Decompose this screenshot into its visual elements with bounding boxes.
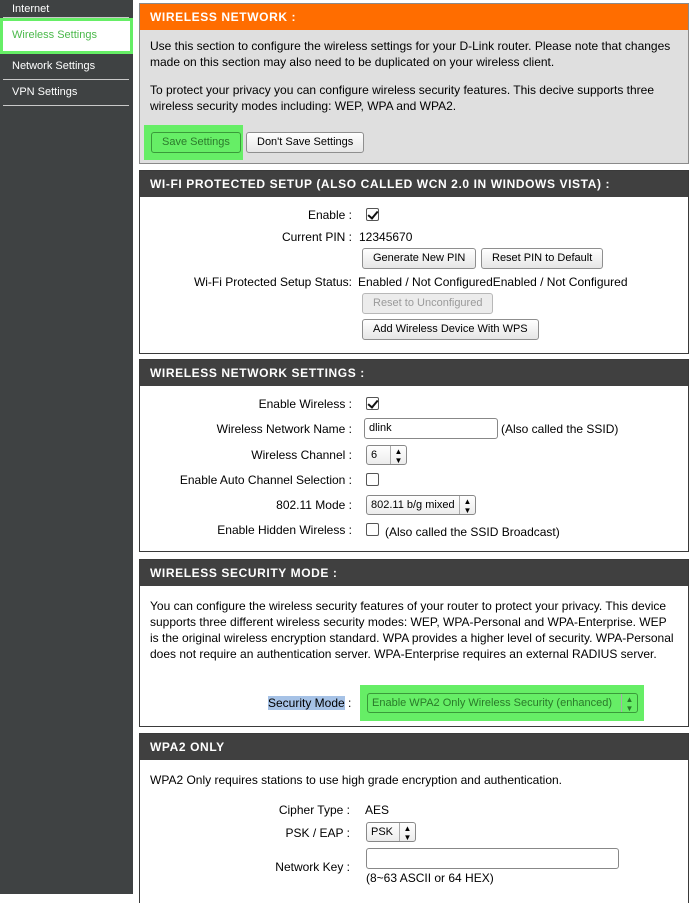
generate-new-pin-button[interactable]: Generate New PIN [362,248,476,269]
network-settings-title: WIRELESS NETWORK SETTINGS : [140,360,688,386]
current-pin-label: Current PIN : [281,230,352,244]
intro-paragraph-1: Use this section to configure the wireless settings for your D-Link router. Please note that changes made on this section may also need to be duplicated on your wireless client. [150,39,671,69]
security-mode-title: WIRELESS SECURITY MODE : [140,560,688,586]
auto-channel-label: Enable Auto Channel Selection : [179,473,352,487]
wireless-network-name-input[interactable]: dlink [364,418,498,439]
security-mode-label-wrap [268,696,351,710]
wireless-channel-value: 6 [371,449,378,461]
security-mode-value: Enable WPA2 Only Wireless Security (enhanced) [372,697,613,709]
wps-enable-checkbox[interactable] [366,208,379,221]
wireless-mode-select[interactable] [366,495,476,515]
wireless-network-settings-panel [139,359,689,552]
sidebar-item-wireless-settings[interactable]: Wireless Settings [0,18,133,54]
wpa2-description: WPA2 Only requires stations to use high grade encryption and authentication. [150,773,563,787]
security-mode-select[interactable] [367,693,638,713]
wireless-network-panel [139,3,689,164]
wireless-security-mode-panel [139,559,689,727]
current-pin-value: 12345670 [359,230,413,244]
ssid-note: (Also called the SSID) [501,422,619,436]
reset-pin-default-button[interactable]: Reset PIN to Default [481,248,603,269]
network-key-input[interactable] [366,848,619,869]
save-settings-button[interactable]: Save Settings [151,132,241,153]
wps-status-label: Wi-Fi Protected Setup Status: [193,275,352,289]
wpa2-only-panel [139,733,689,903]
network-key-note: (8~63 ASCII or 64 HEX) [366,871,494,885]
wpa2-title: WPA2 ONLY [140,734,688,760]
wps-panel [139,170,689,354]
wireless-network-name-label: Wireless Network Name : [216,422,352,436]
psk-eap-label: PSK / EAP : [285,826,350,840]
enable-wireless-label: Enable Wireless : [258,397,352,411]
sidebar-item-vpn-settings[interactable]: VPN Settings [3,80,129,106]
enable-wireless-checkbox[interactable] [366,397,379,410]
wps-status-value: Enabled / Not ConfiguredEnabled / Not Configured [358,275,628,289]
hidden-wireless-checkbox[interactable] [366,523,379,536]
psk-eap-select[interactable] [366,822,416,842]
security-mode-colon: : [348,696,352,710]
hidden-wireless-label: Enable Hidden Wireless : [217,523,352,537]
sidebar-item-network-settings[interactable]: Network Settings [3,54,129,80]
updown-arrows-icon: ▲ ▼ [459,496,475,514]
wps-title: WI-FI PROTECTED SETUP (ALSO CALLED WCN 2.0 IN WINDOWS VISTA) : [140,171,688,197]
wireless-network-title: WIRELESS NETWORK : [140,4,688,30]
wireless-mode-label: 802.11 Mode : [276,498,352,512]
wireless-channel-label: Wireless Channel : [251,448,352,462]
dont-save-settings-button[interactable]: Don't Save Settings [246,132,364,153]
network-key-label: Network Key : [275,860,350,874]
auto-channel-checkbox[interactable] [366,473,379,486]
cipher-type-value: AES [365,803,390,817]
wireless-mode-value: 802.11 b/g mixed [371,499,455,511]
add-wireless-device-wps-button[interactable]: Add Wireless Device With WPS [362,319,539,340]
updown-arrows-icon: ▲ ▼ [621,694,637,712]
wireless-channel-select[interactable] [366,445,407,465]
cipher-type-label: Cipher Type : [278,803,350,817]
sidebar-item-internet[interactable]: Internet [3,0,129,18]
sidebar [0,0,133,894]
security-mode-description: You can configure the wireless security features of your router to protect your privacy. This device supports three different wireless security modes: WEP, WPA-Personal and WPA-Enterprise. WEP is the original wireless encryption standard. WPA provides a higher level of security. WPA-Personal does not require an authentication server. WPA-Enterprise requires an external RADIUS server. [150,599,674,661]
ssid-broadcast-note: (Also called the SSID Broadcast) [385,525,560,539]
updown-arrows-icon: ▲ ▼ [390,446,406,464]
reset-to-unconfigured-button[interactable]: Reset to Unconfigured [362,293,493,314]
security-mode-label: Security Mode [268,696,345,710]
wps-enable-label: Enable : [307,208,352,222]
psk-eap-value: PSK [371,826,394,838]
intro-paragraph-2: To protect your privacy you can configure wireless security features. This decive supports three wireless security modes including: WEP, WPA and WPA2. [150,83,655,113]
updown-arrows-icon: ▲ ▼ [399,823,415,841]
